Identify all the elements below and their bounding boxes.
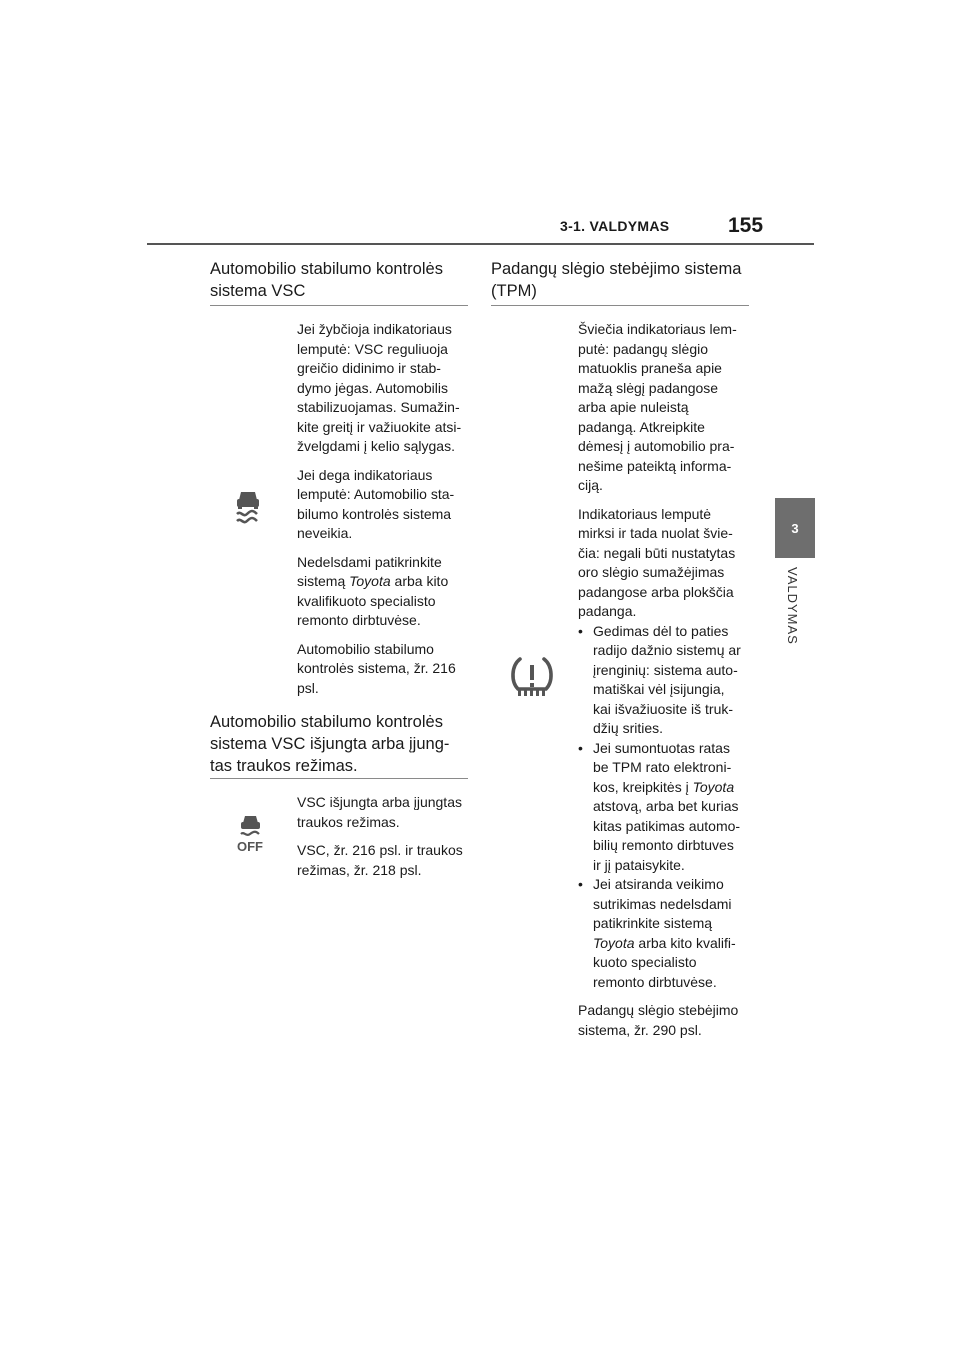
list-item xyxy=(578,739,753,876)
text-line: patikrinkite sistemą xyxy=(593,915,713,931)
heading-line: Padangų slėgio stebėjimo sistema xyxy=(491,260,742,278)
list-item xyxy=(578,875,753,992)
text-line xyxy=(593,778,753,798)
tpm-bullet-list xyxy=(578,622,753,993)
text-line: bilumo kontrolės sistema xyxy=(297,505,452,522)
text-line: remonto dirbtuvėse. xyxy=(297,612,421,628)
text-line: Šviečia indikatoriaus lem- xyxy=(578,321,737,337)
list-item xyxy=(578,622,753,739)
text-line: dėmesį į automobilio pra- xyxy=(578,438,735,454)
text-line: padangą. Atkreipkite xyxy=(578,418,705,435)
text-line: matuoklis praneša apie xyxy=(578,360,722,376)
header-section-title: 3-1. VALDYMAS xyxy=(560,218,670,234)
tpm-section-heading xyxy=(491,258,749,306)
header-rule xyxy=(147,243,814,245)
off-label: OFF xyxy=(237,839,263,854)
text-line: • Jei sumontuotas ratas xyxy=(593,739,730,756)
heading-line: Automobilio stabilumo kontrolės xyxy=(210,713,443,731)
text-line: VSC, žr. 216 psl. ir traukos xyxy=(297,842,463,858)
paragraph xyxy=(578,320,753,496)
text-line: arba apie nuleistą xyxy=(578,399,689,415)
text-line xyxy=(593,934,753,954)
text-line: kvalifikuoto specialisto xyxy=(297,592,436,609)
paragraph xyxy=(297,793,472,832)
text-fragment: sistemą xyxy=(297,573,350,589)
text-line: Automobilio stabilumo xyxy=(297,640,434,657)
text-fragment: arba kito xyxy=(390,573,449,589)
heading-line: (TPM) xyxy=(491,282,537,300)
text-line: sutrikimas nedelsdami xyxy=(593,895,732,912)
text-fragment: kos, kreipkitės į xyxy=(593,778,693,795)
text-line: oro slėgio sumažėjimas xyxy=(578,564,725,580)
text-line: kai išvažiuosite iš truk- xyxy=(593,700,734,717)
vsc-description xyxy=(297,320,472,707)
paragraph xyxy=(297,841,472,880)
vsc-section-heading xyxy=(210,258,468,306)
text-line: lemputė: VSC reguliuoja xyxy=(297,340,448,357)
chapter-label: VALDYMAS xyxy=(785,567,800,645)
text-line: režimas, žr. 218 psl. xyxy=(297,861,422,878)
text-fragment: arba kito kvalifi- xyxy=(634,934,736,951)
text-line: atstovą, arba bet kurias xyxy=(593,798,739,814)
text-line: neveikia. xyxy=(297,525,353,541)
paragraph xyxy=(578,505,753,622)
text-line: padangose arba plokščia xyxy=(578,583,734,600)
text-line: kontrolės sistema, žr. 216 xyxy=(297,660,456,676)
heading-line: Automobilio stabilumo kontrolės xyxy=(210,260,443,278)
text-line: džių srities. xyxy=(593,720,664,736)
text-line: Nedelsdami patikrinkite xyxy=(297,553,442,570)
tire-pressure-warning-icon xyxy=(509,656,555,698)
chapter-number: 3 xyxy=(791,520,799,536)
paragraph xyxy=(578,1001,753,1040)
paragraph xyxy=(297,640,472,699)
chapter-tab xyxy=(775,498,815,558)
text-line: lemputė: Automobilio sta- xyxy=(297,486,455,502)
text-line: įrenginių: sistema auto- xyxy=(593,661,738,678)
heading-line: sistema VSC xyxy=(210,282,306,300)
text-line: radijo dažnio sistemų ar xyxy=(593,642,741,658)
vsc-skid-icon xyxy=(228,486,268,526)
text-line: padanga. xyxy=(578,603,637,619)
text-line: stabilizuojamas. Sumažin- xyxy=(297,399,460,415)
text-line: traukos režimas. xyxy=(297,813,400,830)
text-line: dymo jėgas. Automobilis xyxy=(297,379,448,396)
text-line: • Gedimas dėl to paties xyxy=(593,622,729,639)
text-line: sistema, žr. 290 psl. xyxy=(578,1021,702,1038)
text-line: kite greitį ir važiuokite atsi- xyxy=(297,418,462,435)
text-line: greičio didinimo ir stab- xyxy=(297,360,441,376)
text-line: psl. xyxy=(297,679,319,696)
text-line: Jei žybčioja indikatoriaus xyxy=(297,321,452,337)
text-line: Indikatoriaus lemputė xyxy=(578,505,712,522)
text-line: Padangų slėgio stebėjimo xyxy=(578,1002,739,1018)
text-line: VSC išjungta arba įjungtas xyxy=(297,794,462,810)
text-line: kuoto specialisto xyxy=(593,954,697,970)
text-line: putė: padangų slėgio xyxy=(578,340,708,357)
text-line: mažą slėgį padangose xyxy=(578,379,719,396)
text-line: ciją. xyxy=(578,477,603,493)
text-line: čia: negali būti nustatytas xyxy=(578,544,736,561)
tpm-description xyxy=(578,320,753,1049)
text-line: mirksi ir tada nuolat švie- xyxy=(578,525,733,541)
text-line: ir jį pataisykite. xyxy=(593,856,685,873)
page-number: 155 xyxy=(728,214,764,237)
text-line xyxy=(297,572,472,592)
text-line: be TPM rato elektroni- xyxy=(593,759,732,775)
brand-name: Toyota xyxy=(692,778,735,795)
heading-line: tas traukos režimas. xyxy=(210,757,358,775)
vsc-off-icon xyxy=(230,812,270,856)
text-line: nešime pateiktą informa- xyxy=(578,457,732,474)
text-line: bilių remonto dirbtuves xyxy=(593,837,734,853)
paragraph xyxy=(297,466,472,544)
brand-name: Toyota xyxy=(593,934,635,951)
vsc-off-description xyxy=(297,793,472,889)
text-line: kitas patikimas automo- xyxy=(593,817,741,834)
text-line: remonto dirbtuvėse. xyxy=(593,973,717,990)
heading-line: sistema VSC išjungta arba įjung- xyxy=(210,735,450,753)
vsc-off-section-heading xyxy=(210,711,468,779)
text-line: Jei dega indikatoriaus xyxy=(297,466,433,483)
text-line: • Jei atsiranda veikimo xyxy=(593,876,724,892)
paragraph xyxy=(297,320,472,457)
text-line: žvelgdami į kelio sąlygas. xyxy=(297,438,455,454)
paragraph xyxy=(297,553,472,631)
brand-name: Toyota xyxy=(349,573,391,589)
text-line: matiškai vėl įsijungia, xyxy=(593,681,725,697)
